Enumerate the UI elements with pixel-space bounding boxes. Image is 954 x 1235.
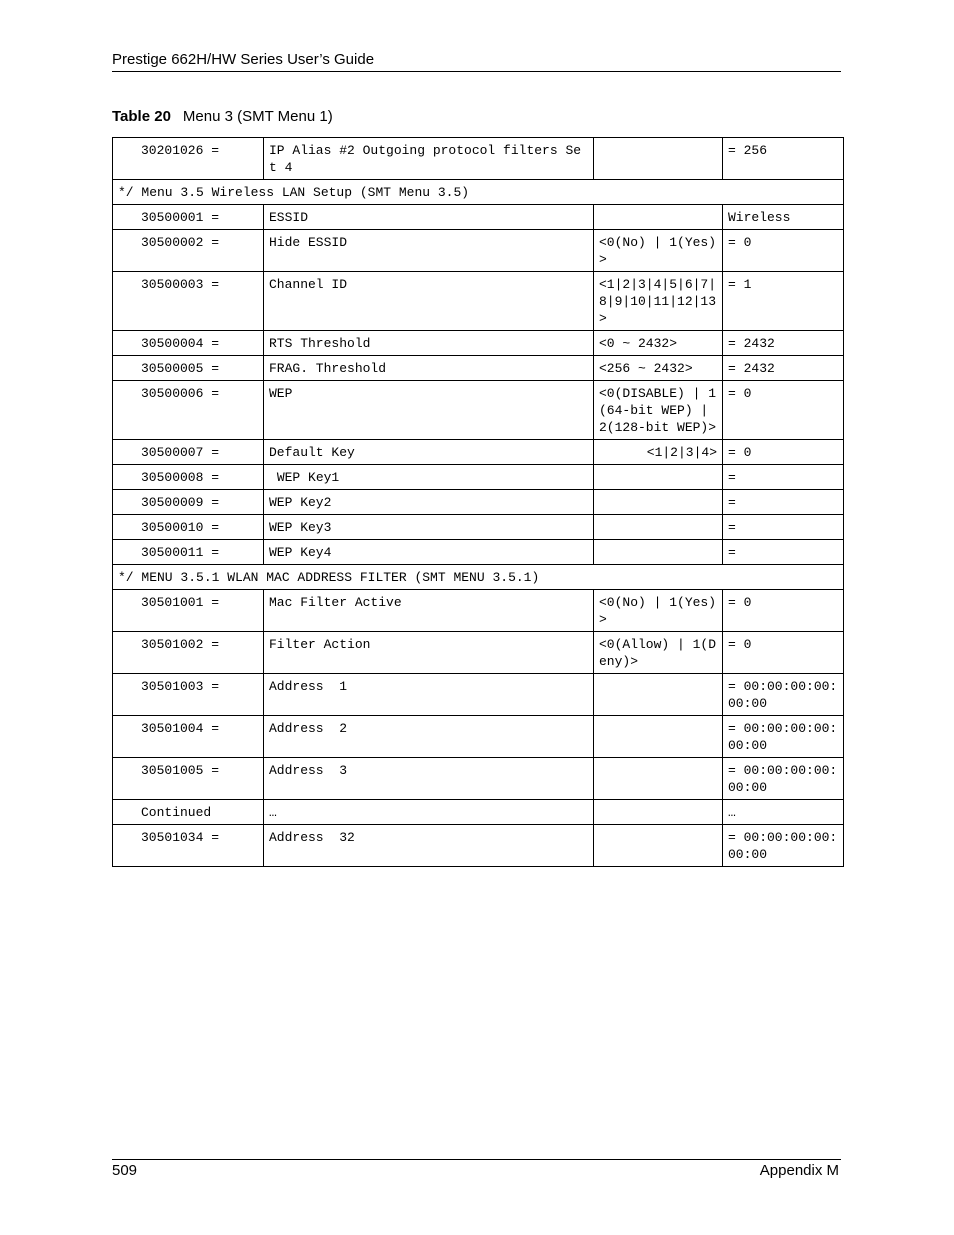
field-name-cell: IP Alias #2 Outgoing protocol filters Set 4 (264, 138, 594, 180)
table-row (113, 465, 844, 490)
field-range-cell: <0(DISABLE) | 1(64-bit WEP) | 2(128-bit WEP)> (594, 381, 723, 440)
field-name-cell: ESSID (264, 205, 594, 230)
field-range-cell (594, 800, 723, 825)
field-name-cell: WEP Key2 (264, 490, 594, 515)
field-name-cell: WEP Key3 (264, 515, 594, 540)
table-row (113, 331, 844, 356)
field-id-cell: 30500001 = (113, 205, 264, 230)
page-number: 509 (112, 1162, 138, 1179)
table-row (113, 825, 844, 867)
field-value-cell: = (723, 540, 844, 565)
field-value-cell: = (723, 515, 844, 540)
field-value-cell: = 0 (723, 230, 844, 272)
field-value-cell: = 0 (723, 632, 844, 674)
field-range-cell (594, 515, 723, 540)
field-value-cell: = 00:00:00:00:00:00 (723, 825, 844, 867)
footer-rule (112, 1159, 841, 1160)
field-value-cell: = (723, 465, 844, 490)
table-row (113, 590, 844, 632)
field-id-cell: 30501005 = (113, 758, 264, 800)
field-range-cell: <256 ~ 2432> (594, 356, 723, 381)
field-value-cell: … (723, 800, 844, 825)
field-id-cell: Continued (113, 800, 264, 825)
field-id-cell: 30500003 = (113, 272, 264, 331)
field-id-cell: 30201026 = (113, 138, 264, 180)
field-name-cell: WEP Key1 (264, 465, 594, 490)
field-name-cell: WEP (264, 381, 594, 440)
field-value-cell: = 0 (723, 440, 844, 465)
table-row (113, 800, 844, 825)
field-name-cell: Address 32 (264, 825, 594, 867)
field-range-cell (594, 758, 723, 800)
table-row (113, 674, 844, 716)
field-id-cell: 30501003 = (113, 674, 264, 716)
field-id-cell: 30500011 = (113, 540, 264, 565)
field-id-cell: 30500010 = (113, 515, 264, 540)
table-caption-text: Menu 3 (SMT Menu 1) (182, 108, 333, 125)
field-range-cell: <0(No) | 1(Yes)> (594, 230, 723, 272)
field-range-cell (594, 716, 723, 758)
table-row (113, 356, 844, 381)
table-row (113, 632, 844, 674)
field-range-cell (594, 674, 723, 716)
field-value-cell: = 00:00:00:00:00:00 (723, 716, 844, 758)
field-range-cell (594, 205, 723, 230)
section-row (113, 565, 844, 590)
field-value-cell: = 2432 (723, 331, 844, 356)
table-row (113, 381, 844, 440)
field-range-cell (594, 825, 723, 867)
table-row (113, 230, 844, 272)
footer-section-name: Appendix M (759, 1162, 839, 1179)
table-row (113, 515, 844, 540)
field-range-cell (594, 490, 723, 515)
field-value-cell: = 00:00:00:00:00:00 (723, 758, 844, 800)
field-id-cell: 30501002 = (113, 632, 264, 674)
field-value-cell: = 0 (723, 590, 844, 632)
field-range-cell: <1|2|3|4> (594, 440, 723, 465)
field-name-cell: WEP Key4 (264, 540, 594, 565)
field-id-cell: 30501001 = (113, 590, 264, 632)
field-value-cell: = 00:00:00:00:00:00 (723, 674, 844, 716)
table-row (113, 540, 844, 565)
smt-table-body (113, 138, 844, 867)
field-id-cell: 30501004 = (113, 716, 264, 758)
field-name-cell: Hide ESSID (264, 230, 594, 272)
field-id-cell: 30501034 = (113, 825, 264, 867)
table-row (113, 490, 844, 515)
section-row (113, 180, 844, 205)
smt-menu-table (112, 137, 844, 867)
field-name-cell: Filter Action (264, 632, 594, 674)
field-id-cell: 30500009 = (113, 490, 264, 515)
field-name-cell: Channel ID (264, 272, 594, 331)
field-range-cell: <1|2|3|4|5|6|7|8|9|10|11|12|13> (594, 272, 723, 331)
table-row (113, 716, 844, 758)
field-range-cell (594, 138, 723, 180)
field-id-cell: 30500006 = (113, 381, 264, 440)
field-range-cell: <0(Allow) | 1(Deny)> (594, 632, 723, 674)
field-range-cell: <0(No) | 1(Yes)> (594, 590, 723, 632)
field-range-cell: <0 ~ 2432> (594, 331, 723, 356)
field-value-cell: = 256 (723, 138, 844, 180)
field-id-cell: 30500007 = (113, 440, 264, 465)
field-value-cell: Wireless (723, 205, 844, 230)
field-id-cell: 30500008 = (113, 465, 264, 490)
field-name-cell: Mac Filter Active (264, 590, 594, 632)
field-name-cell: … (264, 800, 594, 825)
field-id-cell: 30500005 = (113, 356, 264, 381)
table-row (113, 205, 844, 230)
section-heading-cell: */ Menu 3.5 Wireless LAN Setup (SMT Menu 3.5) (113, 180, 844, 205)
table-caption (112, 108, 333, 125)
table-row (113, 440, 844, 465)
field-range-cell (594, 465, 723, 490)
field-name-cell: RTS Threshold (264, 331, 594, 356)
running-header-title: Prestige 662H/HW Series User’s Guide (112, 51, 375, 68)
field-name-cell: Default Key (264, 440, 594, 465)
field-id-cell: 30500004 = (113, 331, 264, 356)
field-value-cell: = 2432 (723, 356, 844, 381)
field-name-cell: Address 3 (264, 758, 594, 800)
field-id-cell: 30500002 = (113, 230, 264, 272)
field-name-cell: FRAG. Threshold (264, 356, 594, 381)
section-heading-cell: */ MENU 3.5.1 WLAN MAC ADDRESS FILTER (SMT MENU 3.5.1) (113, 565, 844, 590)
table-row (113, 758, 844, 800)
table-row (113, 138, 844, 180)
field-value-cell: = (723, 490, 844, 515)
table-row (113, 272, 844, 331)
field-name-cell: Address 2 (264, 716, 594, 758)
field-name-cell: Address 1 (264, 674, 594, 716)
field-value-cell: = 1 (723, 272, 844, 331)
table-caption-label: Table 20 (112, 108, 171, 125)
field-value-cell: = 0 (723, 381, 844, 440)
field-range-cell (594, 540, 723, 565)
header-rule (112, 71, 841, 72)
